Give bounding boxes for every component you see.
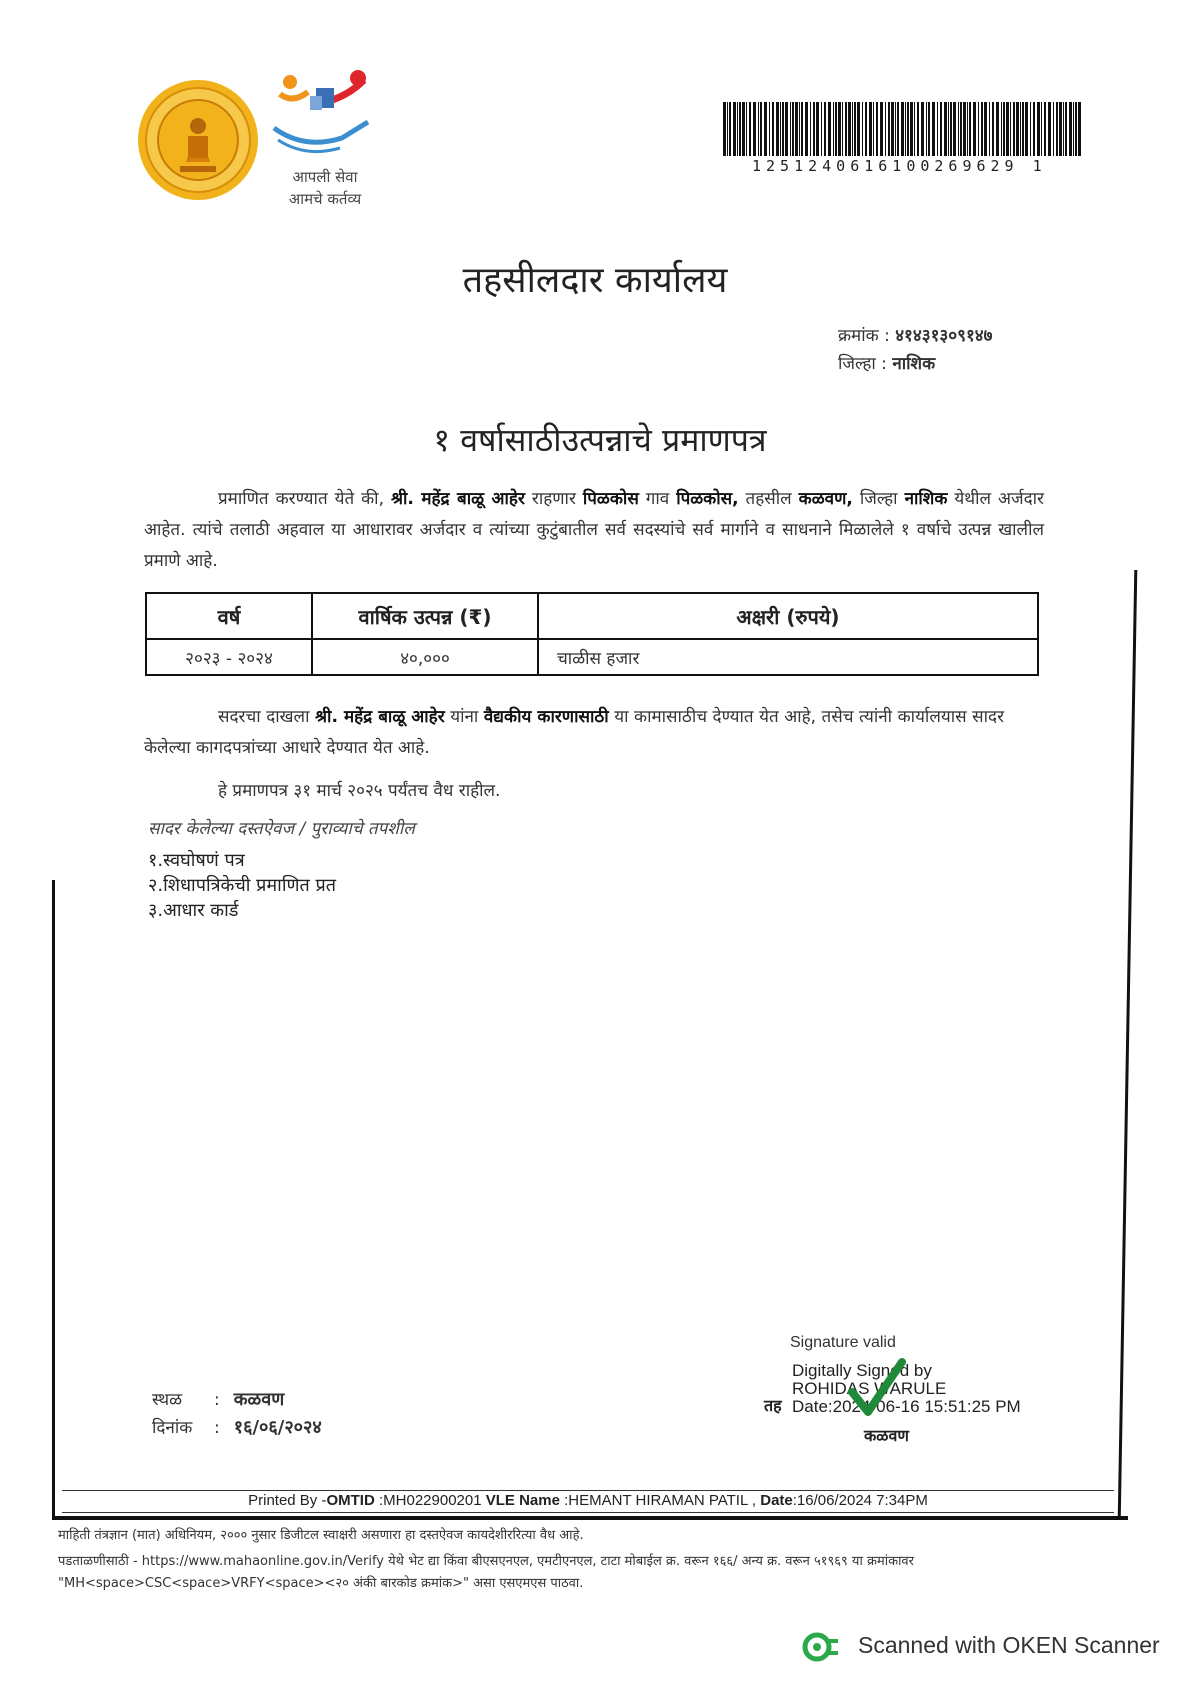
list-item: ३.आधार कार्ड [148, 900, 239, 921]
barcode-bar [828, 102, 831, 156]
barcode-bar [723, 102, 726, 156]
barcode-bar [816, 102, 819, 156]
barcode-bar [989, 102, 990, 156]
barcode-bar [764, 102, 767, 156]
barcode-bar [897, 102, 899, 156]
barcode-bar [880, 102, 883, 156]
signature-place: कळवण [864, 1426, 909, 1445]
barcode-bar [758, 102, 759, 156]
district-name: नाशिक [904, 489, 948, 509]
printed-by-label: Printed By - [248, 1492, 327, 1509]
printed-date-value: :16/06/2024 7:34PM [792, 1492, 928, 1509]
tahsil-name: कळवण, [798, 489, 853, 509]
certificate-title: १ वर्षासाठीउत्पन्नाचे प्रमाणपत्र [433, 421, 767, 459]
column-header-income: वार्षिक उत्पन्न (₹) [312, 593, 538, 639]
vle-value: :HEMANT HIRAMAN PATIL , [564, 1492, 757, 1509]
divider-line [62, 1490, 1114, 1491]
barcode-bar [727, 102, 728, 156]
barcode-bar [978, 102, 979, 156]
barcode-bar [876, 102, 878, 156]
barcode-bar [1041, 102, 1042, 156]
barcode-bar [910, 102, 913, 156]
table-row [146, 639, 1038, 675]
footer-verify-note: पडताळणीसाठी - https://www.mahaonline.gov.in/Verify येथे भेट द्या किंवा बीएसएनएल, एमटीएनएल, टाटा मोबाईल क्र. वरून १६६/ अन्य क्र. वरून ५१९६९ या क्रमांकावर [58, 1554, 914, 1569]
barcode [723, 102, 1081, 156]
barcode-bar [845, 102, 847, 156]
barcode-bar [852, 102, 853, 156]
footer-sms-note: "MH<space>CSC<space>VRFY<space><२० अंकी बारकोड क्रमांक>" असा एसएमएस पाठवा. [58, 1576, 584, 1591]
text: राहणार [531, 489, 576, 509]
maharashtra-seal-logo [136, 74, 260, 206]
printed-by-line [62, 1492, 1114, 1509]
barcode-bar [891, 102, 894, 156]
place-sep: : [214, 1390, 220, 1410]
barcode-bar [838, 102, 841, 156]
scanner-watermark: Scanned with OKEN Scanner [858, 1632, 1160, 1658]
reference-meta [838, 322, 992, 378]
date-sep: : [214, 1418, 220, 1438]
signature-valid-label: Signature valid [790, 1334, 896, 1351]
barcode-bar [940, 102, 942, 156]
barcode-bar [772, 102, 774, 156]
barcode-bar [953, 102, 956, 156]
barcode-bar [749, 102, 751, 156]
barcode-bar [869, 102, 872, 156]
barcode-bar [833, 102, 834, 156]
barcode-bar [973, 102, 976, 156]
barcode-bar [1044, 102, 1046, 156]
tagline-line2: आमचे कर्तव्य [288, 190, 362, 208]
signature-date: Date:2024-06-16 15:51:25 PM [792, 1397, 1021, 1416]
barcode-bar [950, 102, 952, 156]
barcode-bar [1065, 102, 1067, 156]
barcode-bar [801, 102, 803, 156]
barcode-bar [865, 102, 867, 156]
barcode-bar [1063, 102, 1064, 156]
barcode-bar [821, 102, 822, 156]
barcode-bar [824, 102, 826, 156]
krmank-label: क्रमांक : [838, 326, 890, 346]
vle-label: VLE Name [485, 1492, 560, 1509]
barcode-bar [1003, 102, 1005, 156]
barcode-bar [785, 102, 788, 156]
barcode-bar [760, 102, 762, 156]
column-header-words: अक्षरी (रुपये) [538, 593, 1038, 639]
barcode-bar [905, 102, 906, 156]
text: प्रमाणित करण्यात येते की, [218, 489, 384, 509]
cell-income: ४०,००० [312, 639, 538, 675]
barcode-bar [848, 102, 851, 156]
applicant-name: श्री. महेंद्र बाळू आहेर [390, 489, 525, 509]
date-label: दिनांक [152, 1418, 193, 1438]
income-table [145, 592, 1039, 676]
barcode-bar [873, 102, 874, 156]
list-item: १.स्वघोषणं पत्र [148, 850, 245, 871]
barcode-bar [937, 102, 938, 156]
signature-check-icon [846, 1358, 906, 1420]
jilha-label: जिल्हा : [838, 354, 887, 374]
divider-line [62, 1512, 1114, 1513]
barcode-bar [1013, 102, 1015, 156]
page-border-bottom [52, 1516, 1128, 1520]
aaple-seva-tagline [280, 166, 370, 210]
barcode-bar [888, 102, 890, 156]
barcode-bar [1069, 102, 1072, 156]
barcode-bar [967, 102, 968, 156]
jilha-value: नाशिक [892, 354, 936, 374]
signature-line1: Digitally Signed by [792, 1361, 932, 1380]
certification-paragraph [144, 484, 1044, 577]
text: यांना [450, 707, 479, 727]
barcode-bar [895, 102, 896, 156]
village-name: पिळकोस, [676, 489, 739, 509]
tagline-line1: आपली सेवा [292, 168, 358, 186]
documents-heading: सादर केलेल्या दस्तऐवज / पुराव्याचे तपशील [148, 819, 415, 839]
barcode-bar [780, 102, 781, 156]
barcode-bar [1016, 102, 1019, 156]
barcode-bar [854, 102, 856, 156]
barcode-bar [969, 102, 971, 156]
barcode-bar [1053, 102, 1054, 156]
date-value: १६/०६/२०२४ [233, 1417, 322, 1438]
barcode-bar [792, 102, 794, 156]
barcode-bar [729, 102, 731, 156]
barcode-bar [1073, 102, 1074, 156]
barcode-bar [917, 102, 919, 156]
barcode-bar [926, 102, 927, 156]
barcode-bar [907, 102, 909, 156]
barcode-bar [960, 102, 962, 156]
barcode-bar [1059, 102, 1062, 156]
text: सदरचा दाखला [218, 707, 310, 727]
barcode-bar [932, 102, 935, 156]
barcode-bar [739, 102, 741, 156]
barcode-bar [737, 102, 738, 156]
barcode-bar [746, 102, 747, 156]
barcode-bar [733, 102, 736, 156]
omtid-value: :MH022900201 [378, 1492, 482, 1509]
barcode-bar [984, 102, 987, 156]
purpose-paragraph [144, 702, 1004, 764]
barcode-bar [1048, 102, 1051, 156]
barcode-bar [928, 102, 930, 156]
barcode-bar [1020, 102, 1021, 156]
barcode-bar [805, 102, 808, 156]
barcode-bar [914, 102, 915, 156]
table-header-row [146, 593, 1038, 639]
text: गाव [645, 489, 670, 509]
barcode-bar [944, 102, 947, 156]
barcode-bar [992, 102, 994, 156]
barcode-bar [776, 102, 779, 156]
barcode-bar [1030, 102, 1031, 156]
barcode-bar [1078, 102, 1081, 156]
printed-date-label: Date [760, 1492, 793, 1509]
barcode-bar [810, 102, 811, 156]
signature-signer: ROHIDAS WARULE [792, 1379, 947, 1398]
barcode-bar [981, 102, 983, 156]
page-border-left [52, 880, 55, 1520]
page-border-right [1118, 570, 1138, 1520]
village-name: पिळकोस [582, 489, 639, 509]
barcode-bar [813, 102, 815, 156]
omtid-label: OMTID [326, 1492, 375, 1509]
purpose: वैद्यकीय कारणासाठी [483, 707, 609, 727]
barcode-bar [799, 102, 800, 156]
barcode-bar [790, 102, 791, 156]
cell-words: चाळीस हजार [538, 639, 1038, 675]
oken-scanner-icon [802, 1632, 840, 1662]
barcode-bar [958, 102, 959, 156]
place-label: स्थळ [152, 1390, 183, 1410]
barcode-bar [835, 102, 837, 156]
barcode-bar [1010, 102, 1011, 156]
applicant-name: श्री. महेंद्र बाळू आहेर [315, 707, 445, 727]
barcode-bar [1001, 102, 1002, 156]
barcode-bar [1033, 102, 1035, 156]
barcode-bar [1037, 102, 1040, 156]
barcode-bar [921, 102, 924, 156]
place-value: कळवण [233, 1389, 285, 1410]
barcode-bar [901, 102, 904, 156]
barcode-bar [1075, 102, 1077, 156]
barcode-bar [948, 102, 949, 156]
barcode-bar [769, 102, 770, 156]
barcode-bar [742, 102, 745, 156]
barcode-bar [1006, 102, 1009, 156]
barcode-bar [963, 102, 966, 156]
barcode-bar [996, 102, 999, 156]
barcode-bar [1025, 102, 1028, 156]
text: जिल्हा [859, 489, 898, 509]
validity-statement: हे प्रमाणपत्र ३१ मार्च २०२५ पर्यंतच वैध राहील. [218, 781, 501, 801]
text: तहसील [745, 489, 792, 509]
barcode-bar [857, 102, 860, 156]
documents-list [148, 848, 336, 923]
barcode-bar [885, 102, 886, 156]
digital-signature [792, 1362, 1021, 1416]
office-title: तहसीलदार कार्यालय [462, 260, 728, 301]
barcode-bar [1022, 102, 1024, 156]
barcode-bar [1056, 102, 1058, 156]
place-date-block [152, 1386, 322, 1442]
krmank-value: ४१४३१३०९१४७ [895, 326, 993, 346]
barcode-bar [842, 102, 843, 156]
text: या कामासाठीच देण्यात येत आहे, तसेच त्यांनी कार्यालयास सादर केलेल्या कागदपत्रांच्या आधारे देण्यात येत आहे. [144, 707, 1005, 758]
signature-tah-text: तह [764, 1396, 782, 1415]
barcode-bar [862, 102, 863, 156]
column-header-year: वर्ष [146, 593, 312, 639]
barcode-bar [753, 102, 756, 156]
footer-legal-note: माहिती तंत्रज्ञान (मात) अधिनियम, २००० नुसार डिजीटल स्वाक्षरी असणारा हा दस्तऐवज कायदेशीररित्या वैध आहे. [58, 1528, 584, 1543]
barcode-number: 1251240616100269629 1 [752, 157, 1047, 175]
text: येथील अर्जदार आहेत. त्यांचे तलाठी अहवाल या आधारावर अर्जदार व त्यांच्या कुटुंबातील सर्व सदस्यांचे सर्व मार्गाने व साधनाने मिळालेले १ वर्षाचे उत्पन्न खालील प्रमाणे आहे. [144, 489, 1044, 571]
list-item: २.शिधापत्रिकेची प्रमाणित प्रत [148, 875, 337, 896]
cell-year: २०२३ - २०२४ [146, 639, 312, 675]
barcode-bar [782, 102, 784, 156]
barcode-bar [795, 102, 798, 156]
